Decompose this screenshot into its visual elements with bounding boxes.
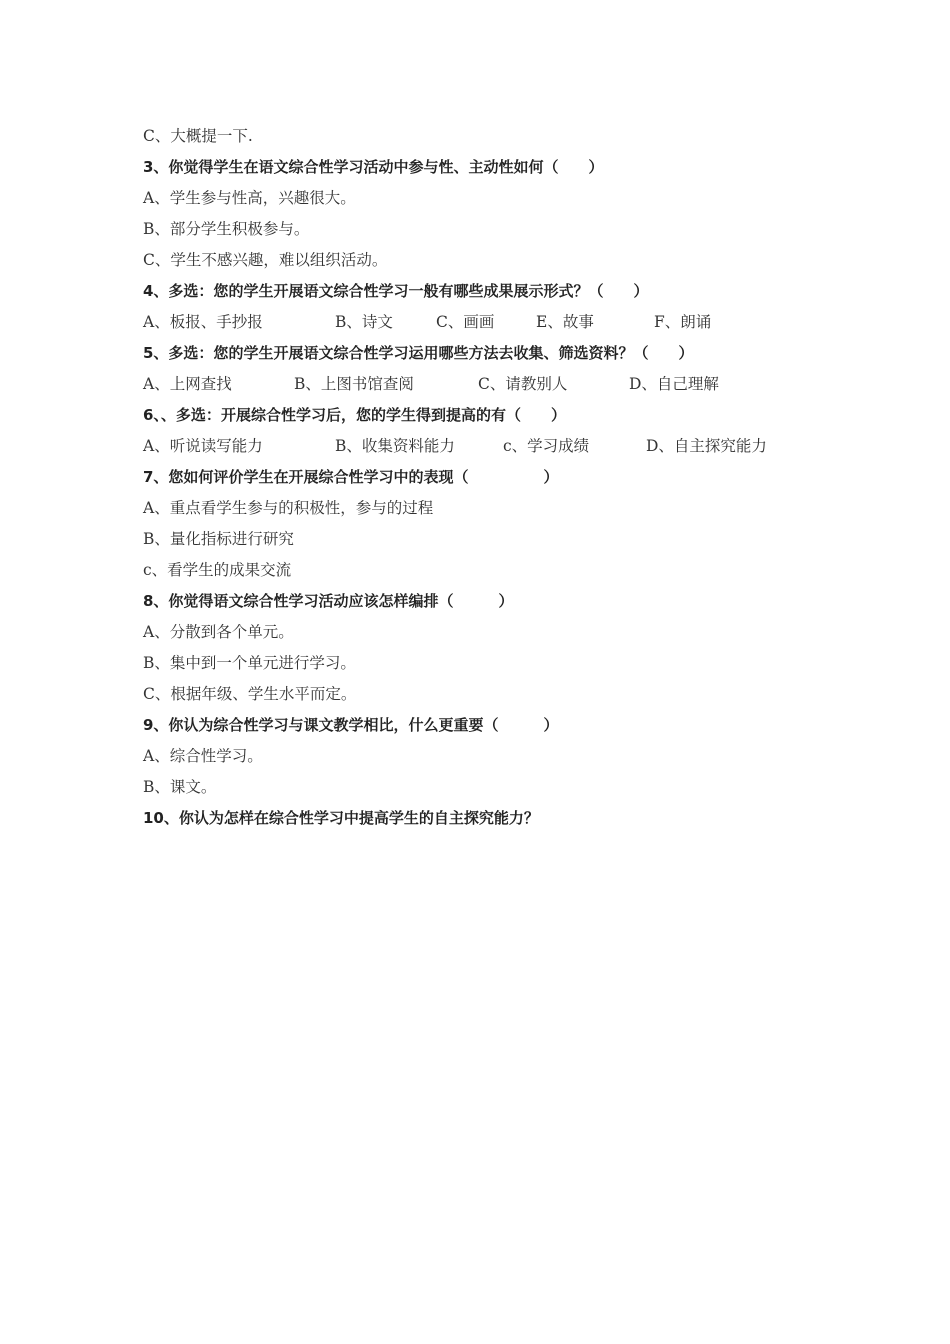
option-line: B、部分学生积极参与。 — [143, 220, 310, 238]
option-row-q6 — [143, 431, 843, 462]
document-page — [143, 121, 843, 834]
option-item: A、上网查找 — [143, 375, 232, 393]
option-item: B、收集资料能力 — [335, 437, 455, 455]
option-line: C、根据年级、学生水平而定。 — [143, 685, 357, 703]
option-line: c、看学生的成果交流 — [143, 561, 292, 579]
option-row-q5 — [143, 369, 843, 400]
question-4: 4、多选：您的学生开展语文综合性学习一般有哪些成果展示形式？（ ） — [143, 282, 649, 300]
option-line: C、大概提一下. — [143, 127, 253, 145]
option-line: A、分散到各个单元。 — [143, 623, 294, 641]
option-item: C、画画 — [436, 313, 495, 331]
option-item: D、自己理解 — [629, 375, 719, 393]
question-8: 8、你觉得语文综合性学习活动应该怎样编排（ ） — [143, 592, 514, 610]
option-item: c、学习成绩 — [503, 437, 590, 455]
question-10: 10、你认为怎样在综合性学习中提高学生的自主探究能力？ — [143, 809, 539, 827]
option-line: A、综合性学习。 — [143, 747, 263, 765]
option-item: B、上图书馆查阅 — [294, 375, 414, 393]
option-line: C、学生不感兴趣，难以组织活动。 — [143, 251, 388, 269]
option-line: A、学生参与性高，兴趣很大。 — [143, 189, 356, 207]
option-item: B、诗文 — [335, 313, 393, 331]
option-item: A、板报、手抄报 — [143, 313, 263, 331]
option-item: C、请教别人 — [478, 375, 568, 393]
option-line: B、课文。 — [143, 778, 217, 796]
option-item: A、听说读写能力 — [143, 437, 263, 455]
question-3: 3、你觉得学生在语文综合性学习活动中参与性、主动性如何（ ） — [143, 158, 604, 176]
question-6: 6、、多选：开展综合性学习后，您的学生得到提高的有（ ） — [143, 406, 566, 424]
question-5: 5、多选：您的学生开展语文综合性学习运用哪些方法去收集、筛选资料？（ ） — [143, 344, 694, 362]
option-item: D、自主探究能力 — [646, 437, 767, 455]
question-7: 7、您如何评价学生在开展综合性学习中的表现（ ） — [143, 468, 559, 486]
question-9: 9、你认为综合性学习与课文教学相比，什么更重要（ ） — [143, 716, 559, 734]
option-item: E、故事 — [536, 313, 594, 331]
option-line: B、量化指标进行研究 — [143, 530, 294, 548]
option-line: A、重点看学生参与的积极性，参与的过程 — [143, 499, 434, 517]
option-item: F、朗诵 — [654, 313, 712, 331]
option-line: B、集中到一个单元进行学习。 — [143, 654, 356, 672]
option-row-q4 — [143, 307, 843, 338]
